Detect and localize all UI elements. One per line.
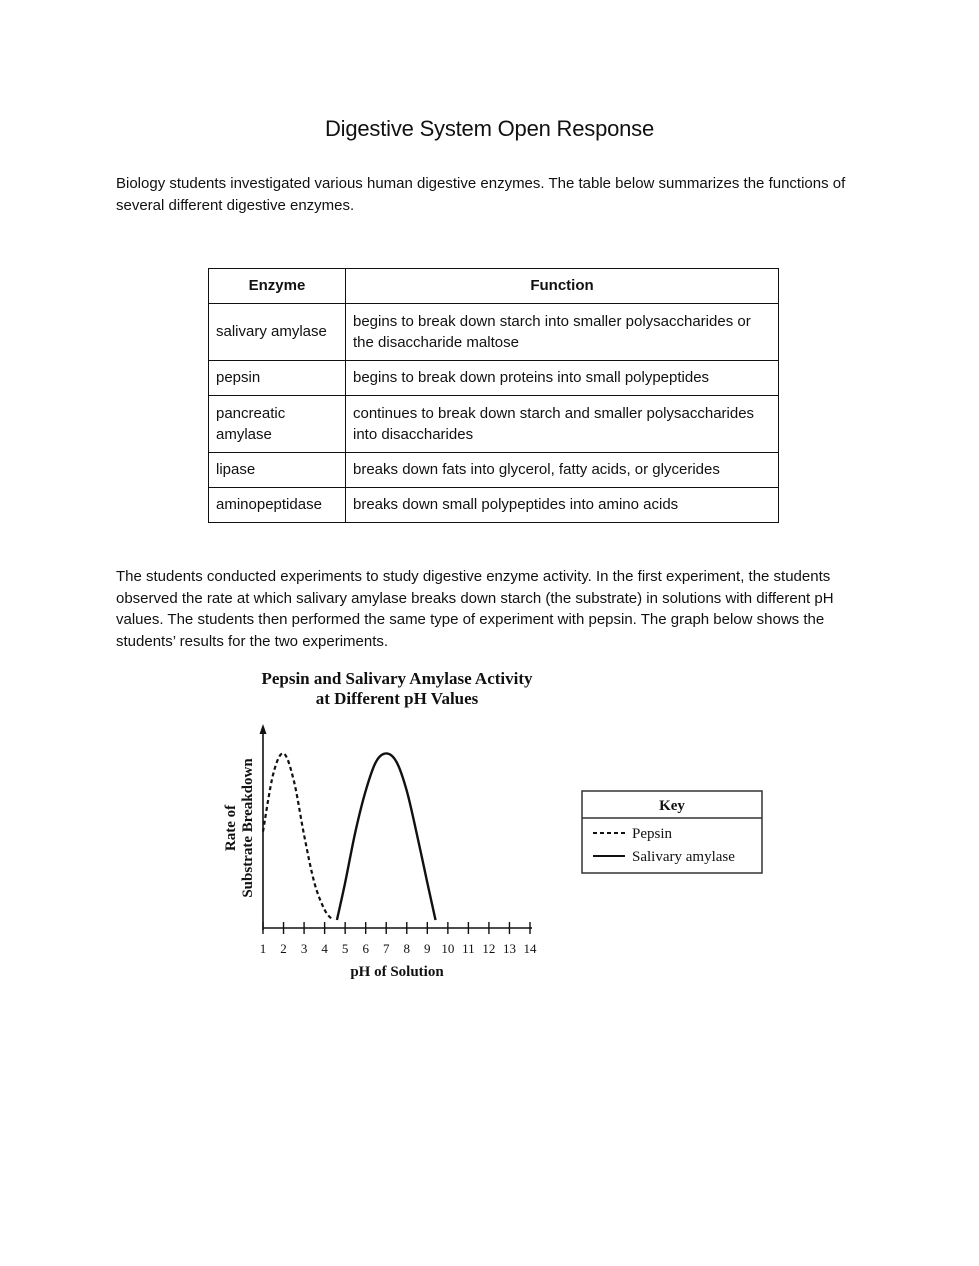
chart-svg xyxy=(200,660,800,990)
x-tick-label: 7 xyxy=(382,941,390,956)
enzyme-cell: pepsin xyxy=(209,361,346,396)
pepsin-line xyxy=(263,753,333,920)
x-tick-label: 4 xyxy=(321,941,328,956)
table-row xyxy=(209,488,779,523)
x-tick-label: 14 xyxy=(523,941,537,956)
intro-paragraph: Biology students investigated various human digestive enzymes. The table below summarizes the functions of several different digestive enzymes. xyxy=(116,175,846,214)
x-tick-label: 2 xyxy=(280,941,287,956)
experiment-paragraph: The students conducted experiments to study digestive enzyme activity. In the first experiment, the students observed the rate at which salivary amylase breaks down starch (the substrate) in solutions with different pH values. The students then performed the same type of experiment with pepsin. The graph below shows the students’ results for the two experiments. xyxy=(116,568,834,650)
table-row xyxy=(209,361,779,396)
table-row xyxy=(209,396,779,453)
y-axis-label-line1: Rate of xyxy=(223,804,239,852)
y-axis-arrow xyxy=(260,724,267,734)
x-tick-label: 8 xyxy=(403,941,411,956)
x-tick-label: 5 xyxy=(341,941,349,956)
column-header-enzyme: Enzyme xyxy=(209,269,346,304)
table-row xyxy=(209,453,779,488)
x-tick-label: 6 xyxy=(362,941,369,956)
enzyme-cell: aminopeptidase xyxy=(209,488,346,523)
page-title: Digestive System Open Response xyxy=(324,116,655,141)
x-tick-label: 10 xyxy=(441,941,455,956)
x-tick-label: 1 xyxy=(259,941,267,956)
column-header-function: Function xyxy=(346,269,779,304)
function-cell: continues to break down starch and smaller polysaccharides into disaccharides xyxy=(346,396,779,453)
chart-title-line2: at Different pH Values xyxy=(315,689,479,708)
chart-title-line1: Pepsin and Salivary Amylase Activity xyxy=(261,669,533,688)
function-cell: begins to break down starch into smaller polysaccharides or the disaccharide maltose xyxy=(346,304,779,361)
table-header-row xyxy=(209,269,779,304)
x-tick-label: 3 xyxy=(300,941,308,956)
chart-key xyxy=(582,791,762,873)
enzyme-activity-chart xyxy=(200,660,800,990)
x-tick-label: 12 xyxy=(482,941,496,956)
x-axis-label: pH of Solution xyxy=(350,964,444,980)
table-row xyxy=(209,304,779,361)
enzyme-cell: lipase xyxy=(209,453,346,488)
enzyme-cell: salivary amylase xyxy=(209,304,346,361)
enzyme-table xyxy=(208,268,779,523)
x-tick-labels xyxy=(260,941,537,956)
enzyme-cell: pancreatic amylase xyxy=(209,396,346,453)
function-cell: begins to break down proteins into small polypeptides xyxy=(346,361,779,396)
salivary-amylase-line xyxy=(337,753,436,920)
key-salivary-amylase-label: Salivary amylase xyxy=(632,849,735,865)
function-cell: breaks down fats into glycerol, fatty acids, or glycerides xyxy=(346,453,779,488)
x-tick-label: 13 xyxy=(502,941,516,956)
key-title: Key xyxy=(659,798,685,814)
y-axis-label-line2: Substrate Breakdown xyxy=(240,758,256,898)
x-tick-label: 9 xyxy=(424,941,431,956)
x-tick-label: 11 xyxy=(462,941,475,956)
key-pepsin-label: Pepsin xyxy=(632,826,673,842)
function-cell: breaks down small polypeptides into amino acids xyxy=(346,488,779,523)
